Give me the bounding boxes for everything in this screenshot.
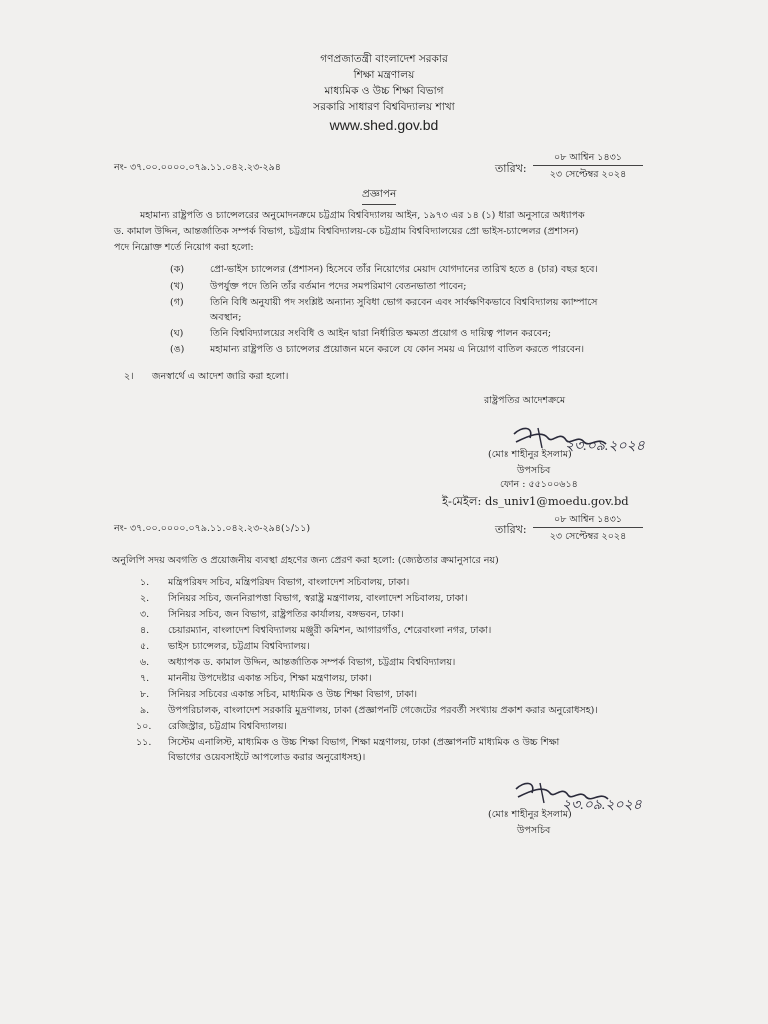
copy-item: ভাইস চ্যান্সেলর, চট্টগ্রাম বিশ্ববিদ্যালয়। [168, 641, 310, 652]
copy-item-number: ৯. [140, 705, 150, 716]
condition-mark: (গ) [170, 297, 184, 308]
copy-item: অধ্যাপক ড. কামাল উদ্দিন, আন্তর্জাতিক সম্পর্ক বিভাগ, চট্টগ্রাম বিশ্ববিদ্যালয়। [168, 657, 456, 668]
signatory-designation-2: উপসচিব [517, 825, 551, 836]
copy-item: উপপরিচালক, বাংলাদেশ সরকারি মুদ্রণালয়, ঢাকা (প্রজ্ঞাপনটি গেজেটের পরবর্তী সংখ্যায় প্রকাশ করার অনুরোধসহ)। [168, 705, 598, 716]
condition-text: প্রো-ভাইস চ্যান্সেলর (প্রশাসন) হিসেবে তাঁর নিয়োগের মেয়াদ যোগদানের তারিখ হতে ৪ (চার) বছর হবে। [210, 264, 598, 275]
copy-intro: অনুলিপি সদয় অবগতি ও প্রয়োজনীয় ব্যবস্থা গ্রহণের জন্য প্রেরণ করা হলো: (জ্যেষ্ঠতার ক্রমানুসারে নয়) [112, 555, 499, 566]
copy-item-number: ৩. [140, 609, 150, 620]
presidential-order: রাষ্ট্রপতির আদেশক্রমে [484, 395, 566, 406]
condition-mark: (ঘ) [170, 328, 184, 339]
copy-item: মন্ত্রিপরিষদ সচিব, মন্ত্রিপরিষদ বিভাগ, বাংলাদেশ সচিবালয়, ঢাকা। [168, 577, 410, 588]
condition-text: মহামান্য রাষ্ট্রপতি ও চ্যান্সেলর প্রয়োজন মনে করলে যে কোন সময় এ নিয়োগ বাতিল করতে পারবেন। [210, 344, 585, 355]
copy-item: চেয়ারম্যান, বাংলাদেশ বিশ্ববিদ্যালয় মঞ্জুরী কমিশন, আগারগাঁও, শেরেবাংলা নগর, ঢাকা। [168, 625, 492, 636]
copy-item: সিস্টেম এনালিস্ট, মাধ্যমিক ও উচ্চ শিক্ষা বিভাগ, শিক্ষা মন্ত্রণালয়, ঢাকা (প্রজ্ঞাপনটি মাধ্যমিক ও উচ্চ শিক্ষা [168, 737, 560, 748]
copy-item-number: ২. [140, 593, 150, 604]
condition-text: উপর্যুক্ত পদে তিনি তাঁর বর্তমান পদের সমপরিমাণ বেতনভাতা পাবেন; [210, 281, 467, 292]
header-ministry: শিক্ষা মন্ত্রণালয় [353, 69, 415, 81]
header-website: www.shed.gov.bd [329, 117, 439, 133]
memo-number-2: নং- ৩৭.০০.০০০০.০৭৯.১১.০৪২.২৩-২৯৪(১/১১) [114, 523, 311, 534]
date-bangla-2: ০৮ আশ্বিন ১৪৩১ [533, 513, 643, 528]
signature-1-date: ২৩.০৯.২০২৪ [565, 439, 645, 454]
signatory-name-2: (মোঃ শাহীনুর ইসলাম) [488, 809, 572, 820]
copy-item-number: ১১. [136, 737, 152, 748]
date-label: তারিখ: [495, 162, 527, 175]
condition-mark: (ঙ) [170, 344, 185, 355]
condition-mark: (ক) [170, 264, 185, 275]
notification-title: প্রজ্ঞাপন [362, 187, 396, 205]
condition-text-continued: অবস্থান; [210, 312, 242, 323]
copy-item-number: ৬. [140, 657, 150, 668]
copy-item: মাননীয় উপদেষ্টার একান্ত সচিব, শিক্ষা মন্ত্রণালয়, ঢাকা। [168, 673, 372, 684]
body-line-1: মহামান্য রাষ্ট্রপতি ও চ্যান্সেলরের অনুমোদনক্রমে চট্টগ্রাম বিশ্ববিদ্যালয় আইন, ১৯৭৩ এর ১৪ (১) ধারা অনুসারে অধ্যাপক [140, 210, 585, 221]
condition-text: তিনি বিধি অনুযায়ী পদ সংশ্লিষ্ট অন্যান্য সুবিধা ভোগ করবেন এবং সার্বক্ষণিকভাবে বিশ্ববিদ্যালয় ক্যাম্পাসে [210, 297, 598, 308]
signatory-name: (মোঃ শাহীনুর ইসলাম) [488, 449, 572, 460]
copy-item-number: ৫. [140, 641, 150, 652]
copy-item: সিনিয়র সচিব, জননিরাপত্তা বিভাগ, স্বরাষ্ট্র মন্ত্রণালয়, বাংলাদেশ সচিবালয়, ঢাকা। [168, 593, 468, 604]
copy-item-number: ১. [140, 577, 150, 588]
signatory-phone: ফোন : ৫৫১০০৬১৪ [500, 479, 578, 490]
copy-item: সিনিয়র সচিবের একান্ত সচিব, মাধ্যমিক ও উচ্চ শিক্ষা বিভাগ, ঢাকা। [168, 689, 417, 700]
signatory-designation: উপসচিব [517, 465, 551, 476]
copy-item-number: ৮. [140, 689, 150, 700]
copy-item: রেজিস্ট্রার, চট্টগ্রাম বিশ্ববিদ্যালয়। [168, 721, 287, 732]
copy-item-number: ১০. [136, 721, 152, 732]
date-english: ২৩ সেপ্টেম্বর ২০২৪ [549, 169, 627, 180]
signature-2-date: ২৩.০৯.২০২৪ [562, 798, 642, 813]
date-label-2: তারিখ: [495, 523, 527, 536]
copy-item-continued: বিভাগের ওয়েবসাইটে আপলোড করার অনুরোধসহ)। [168, 752, 366, 763]
header-section: সরকারি সাধারণ বিশ্ববিদ্যালয় শাখা [313, 101, 455, 113]
date-bangla: ০৮ আশ্বিন ১৪৩১ [533, 151, 643, 166]
para2-number: ২। [124, 371, 134, 382]
copy-item-number: ৪. [140, 625, 150, 636]
copy-item-number: ৭. [140, 673, 150, 684]
body-line-3: পদে নিম্নোক্ত শর্তে নিয়োগ করা হলো: [114, 242, 254, 253]
header-government: গণপ্রজাতন্ত্রী বাংলাদেশ সরকার [320, 53, 448, 65]
copy-item: সিনিয়র সচিব, জন বিভাগ, রাষ্ট্রপতির কার্যালয়, বঙ্গভবন, ঢাকা। [168, 609, 404, 620]
body-line-2: ড. কামাল উদ্দিন, আন্তর্জাতিক সম্পর্ক বিভাগ, চট্টগ্রাম বিশ্ববিদ্যালয়-কে চট্টগ্রাম বিশ্ববিদ্যালয়ের প্রো ভাইস-চ্যান্সেলর (প্রশাসন) [114, 226, 579, 237]
date-english-2: ২৩ সেপ্টেম্বর ২০২৪ [549, 531, 627, 542]
header-division: মাধ্যমিক ও উচ্চ শিক্ষা বিভাগ [324, 85, 444, 97]
signatory-email: ই-মেইল: ds_univ1@moedu.gov.bd [442, 494, 629, 508]
condition-mark: (খ) [170, 281, 184, 292]
condition-text: তিনি বিশ্ববিদ্যালয়ের সংবিধি ও আইন দ্বারা নির্ধারিত ক্ষমতা প্রয়োগ ও দায়িত্ব পালন করবেন; [210, 328, 552, 339]
para2-text: জনস্বার্থে এ আদেশ জারি করা হলো। [152, 371, 289, 382]
memo-number: নং- ৩৭.০০.০০০০.০৭৯.১১.০৪২.২৩-২৯৪ [114, 162, 281, 173]
